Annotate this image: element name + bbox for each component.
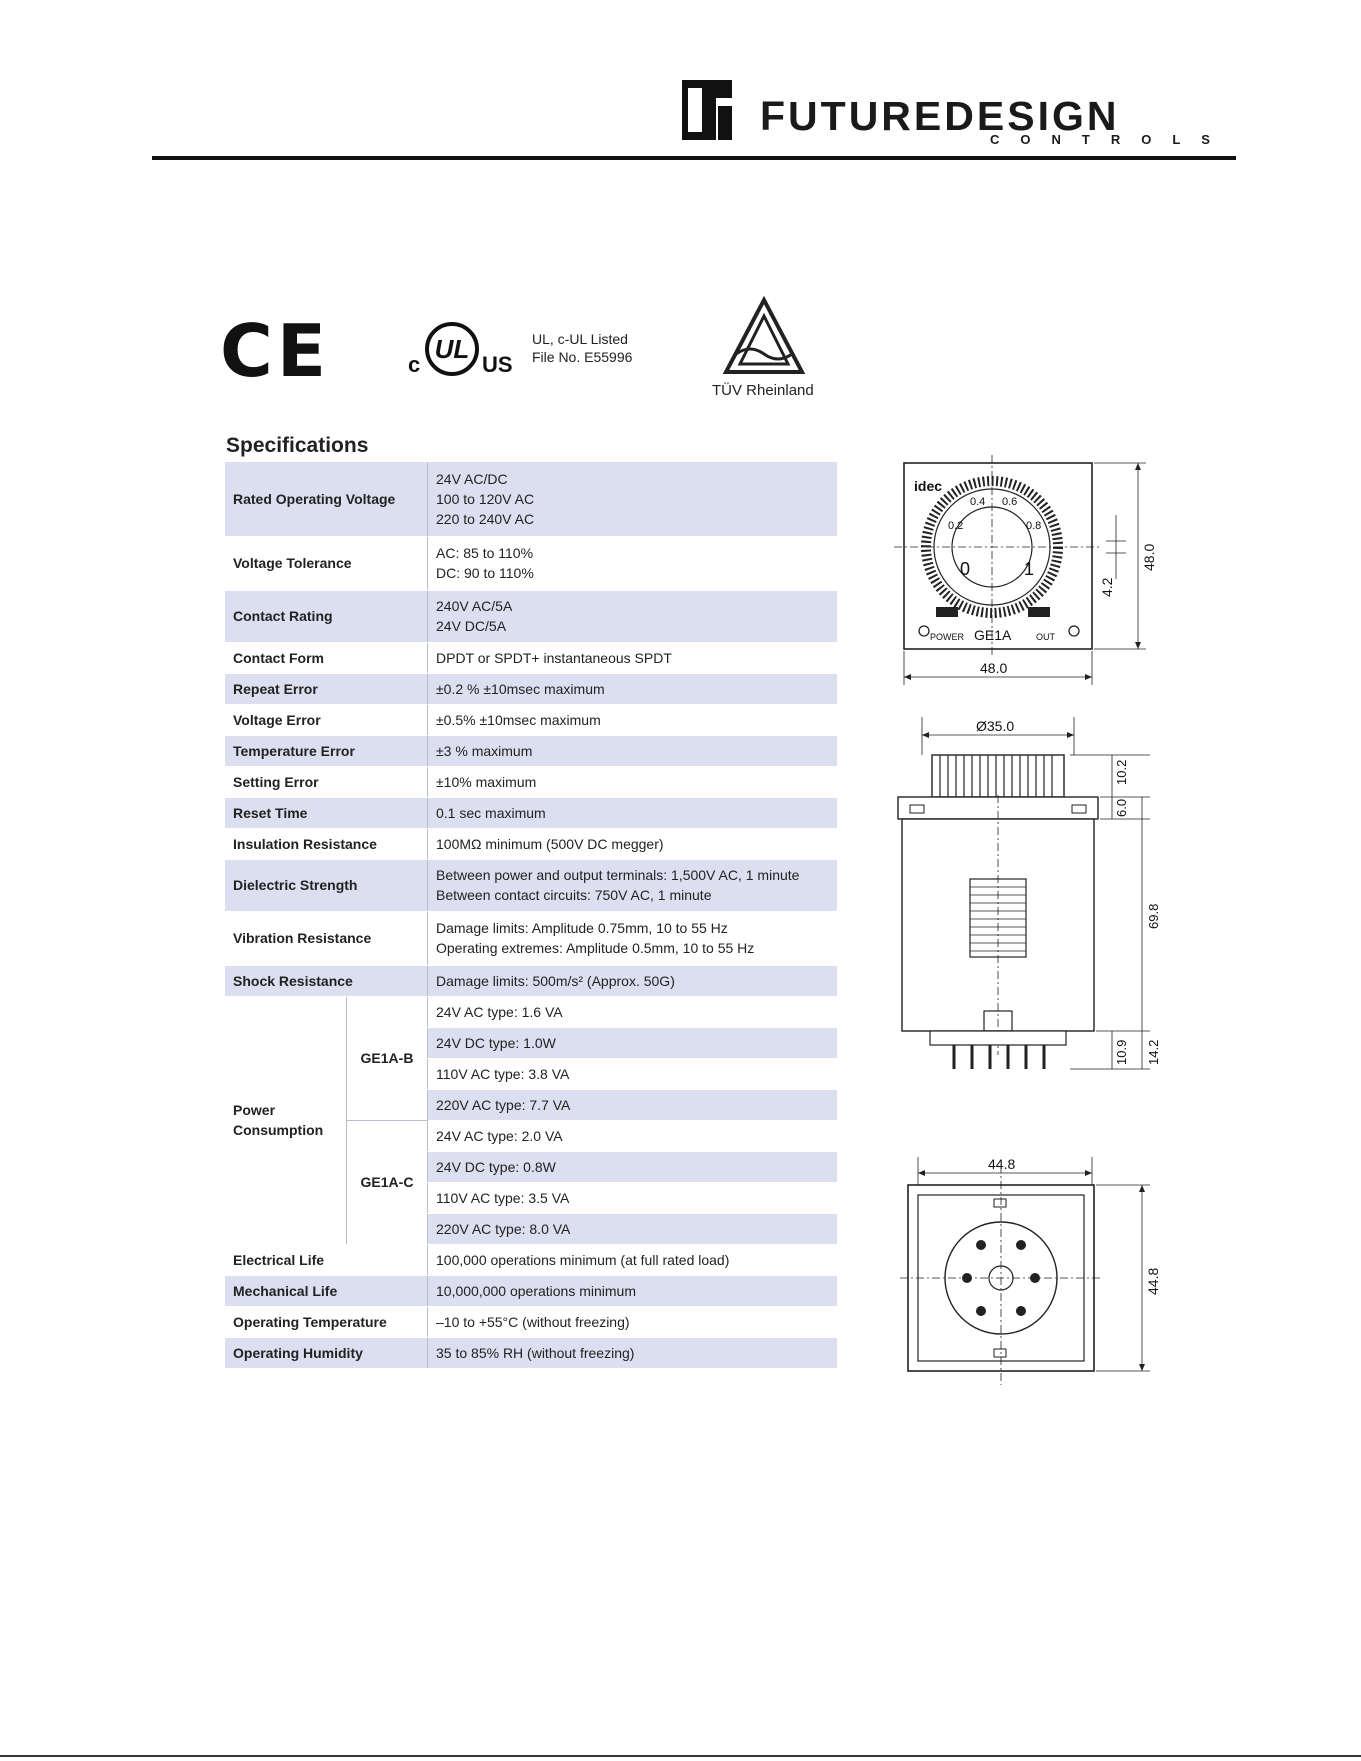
spec-label: Mechanical Life bbox=[225, 1275, 428, 1306]
spec-value: 110V AC type: 3.5 VA bbox=[428, 1182, 838, 1213]
table-row bbox=[225, 590, 837, 642]
dial-tick-label: 1 bbox=[1024, 559, 1035, 579]
dimension-drawings bbox=[880, 455, 1180, 1455]
spec-value: Damage limits: 500m/s² (Approx. 50G) bbox=[428, 965, 838, 996]
spec-label: Dielectric Strength bbox=[225, 859, 428, 911]
tuv-rheinland-text: TÜV Rheinland bbox=[712, 382, 814, 399]
tuv-triangle-icon bbox=[722, 296, 806, 380]
spec-label: Electrical Life bbox=[225, 1244, 428, 1275]
dial-tick-label: 0.2 bbox=[948, 520, 964, 532]
spec-value: 35 to 85% RH (without freezing) bbox=[428, 1337, 838, 1368]
dial-tick-label: 0.6 bbox=[1002, 496, 1018, 508]
ul-ul-text: UL bbox=[434, 334, 470, 364]
table-row bbox=[225, 797, 837, 828]
table-row bbox=[225, 704, 837, 735]
table-row bbox=[225, 911, 837, 965]
spec-label: Repeat Error bbox=[225, 673, 428, 704]
table-row bbox=[225, 1244, 837, 1275]
spec-value: 100,000 operations minimum (at full rated load) bbox=[428, 1244, 838, 1275]
brand-subtitle: CONTROLS bbox=[990, 132, 1231, 147]
side-dim-label: 14.2 bbox=[1146, 1039, 1161, 1065]
spec-value-line: AC: 85 to 110% bbox=[436, 545, 534, 561]
spec-value: DPDT or SPDT+ instantaneous SPDT bbox=[428, 642, 838, 673]
table-row bbox=[225, 536, 837, 590]
power-consumption-label bbox=[225, 996, 347, 1244]
ul-listing-line: UL, c-UL Listed bbox=[532, 331, 628, 347]
ul-file-number: File No. E55996 bbox=[532, 349, 633, 365]
spec-value: ±0.2 % ±10msec maximum bbox=[428, 673, 838, 704]
table-row bbox=[225, 1306, 837, 1337]
dial-tick-label: 0.4 bbox=[970, 496, 986, 508]
spec-value bbox=[428, 859, 838, 911]
spec-value: 110V AC type: 3.8 VA bbox=[428, 1058, 838, 1089]
side-view-drawing bbox=[898, 717, 1161, 1069]
front-brand-text: idec bbox=[914, 478, 943, 494]
dial-tick-label: 0 bbox=[960, 559, 971, 579]
table-row bbox=[225, 996, 837, 1027]
spec-label: Reset Time bbox=[225, 797, 428, 828]
side-dim-label: 10.2 bbox=[1114, 759, 1129, 785]
spec-value-line: 24V AC/DC bbox=[436, 470, 508, 487]
spec-value: 0.1 sec maximum bbox=[428, 797, 838, 828]
spec-value: 220V AC type: 7.7 VA bbox=[428, 1089, 838, 1120]
futuredesign-logo-icon bbox=[678, 76, 736, 144]
footer-rule bbox=[0, 1755, 1361, 1757]
power-label-line: Consumption bbox=[233, 1122, 324, 1138]
dial-tick-label: 0.8 bbox=[1026, 520, 1042, 532]
ce-mark-icon bbox=[220, 309, 331, 393]
spec-label: Contact Rating bbox=[225, 590, 428, 642]
table-row bbox=[225, 965, 837, 996]
spec-label: Voltage Error bbox=[225, 704, 428, 735]
table-row bbox=[225, 859, 837, 911]
side-dim-label: 10.9 bbox=[1114, 1039, 1129, 1065]
front-width-dim: 48.0 bbox=[980, 660, 1008, 676]
side-diameter-dim: Ø35.0 bbox=[976, 718, 1015, 734]
spec-value-line: DC: 90 to 110% bbox=[436, 565, 534, 581]
spec-value: ±3 % maximum bbox=[428, 735, 838, 766]
spec-value bbox=[428, 462, 838, 536]
spec-value-line: Operating extremes: Amplitude 0.5mm, 10 to 55 Hz bbox=[436, 940, 755, 956]
table-row bbox=[225, 735, 837, 766]
spec-value-line: 24V DC/5A bbox=[436, 618, 507, 634]
side-dim-label: 69.8 bbox=[1146, 903, 1161, 929]
specifications-title: Specifications bbox=[226, 434, 369, 457]
table-row bbox=[225, 1337, 837, 1368]
front-height-dim: 48.0 bbox=[1141, 543, 1157, 571]
power-label-line: Power bbox=[233, 1102, 276, 1118]
spec-label: Contact Form bbox=[225, 642, 428, 673]
out-led-label: OUT bbox=[1036, 632, 1055, 642]
spec-value bbox=[428, 911, 838, 965]
brand-name: FUTUREDESIGN bbox=[760, 93, 1120, 139]
spec-value bbox=[428, 590, 838, 642]
spec-value bbox=[428, 536, 838, 590]
power-led-label: POWER bbox=[930, 632, 965, 642]
table-row bbox=[225, 673, 837, 704]
front-offset-dim: 4.2 bbox=[1099, 577, 1115, 597]
ul-us-text: US bbox=[482, 352, 513, 377]
base-height-dim: 44.8 bbox=[1145, 1267, 1161, 1295]
table-row bbox=[225, 828, 837, 859]
spec-value: 24V DC type: 0.8W bbox=[428, 1151, 838, 1182]
model-label-ge1a-c: GE1A-C bbox=[347, 1120, 428, 1244]
table-row bbox=[225, 1275, 837, 1306]
ce-mark-text: CE bbox=[220, 309, 331, 393]
spec-value-line: Between contact circuits: 750V AC, 1 minute bbox=[436, 887, 712, 903]
spec-label: Setting Error bbox=[225, 766, 428, 797]
front-view-drawing bbox=[894, 455, 1157, 685]
spec-label: Operating Temperature bbox=[225, 1306, 428, 1337]
spec-value: ±0.5% ±10msec maximum bbox=[428, 704, 838, 735]
spec-label: Operating Humidity bbox=[225, 1337, 428, 1368]
spec-value: ±10% maximum bbox=[428, 766, 838, 797]
header-rule bbox=[152, 156, 1236, 160]
spec-value: 24V AC type: 2.0 VA bbox=[428, 1120, 838, 1151]
spec-value: 24V AC type: 1.6 VA bbox=[428, 996, 838, 1027]
base-view-drawing bbox=[900, 1156, 1161, 1385]
specifications-table bbox=[225, 462, 837, 1369]
spec-label: Shock Resistance bbox=[225, 965, 428, 996]
table-row bbox=[225, 766, 837, 797]
spec-value: –10 to +55°C (without freezing) bbox=[428, 1306, 838, 1337]
spec-value-line: Between power and output terminals: 1,500V AC, 1 minute bbox=[436, 867, 800, 883]
spec-value: 10,000,000 operations minimum bbox=[428, 1275, 838, 1306]
spec-label: Insulation Resistance bbox=[225, 828, 428, 859]
spec-label: Voltage Tolerance bbox=[225, 536, 428, 590]
table-row bbox=[225, 642, 837, 673]
table-row bbox=[225, 462, 837, 536]
ul-listing-text bbox=[532, 330, 632, 366]
spec-value-line: 220 to 240V AC bbox=[436, 510, 535, 527]
spec-value-line: Damage limits: Amplitude 0.75mm, 10 to 55 Hz bbox=[436, 920, 728, 936]
ul-c-text: c bbox=[408, 352, 421, 377]
spec-value-line: 100 to 120V AC bbox=[436, 490, 535, 507]
spec-label: Temperature Error bbox=[225, 735, 428, 766]
model-label-ge1a-b: GE1A-B bbox=[347, 996, 428, 1120]
spec-value: 220V AC type: 8.0 VA bbox=[428, 1213, 838, 1244]
spec-label: Rated Operating Voltage bbox=[225, 462, 428, 536]
front-model-label: GE1A bbox=[974, 627, 1012, 643]
ul-listed-icon bbox=[406, 314, 522, 384]
spec-value: 24V DC type: 1.0W bbox=[428, 1027, 838, 1058]
spec-value-line: 240V AC/5A bbox=[436, 598, 513, 614]
side-dim-label: 6.0 bbox=[1114, 798, 1129, 817]
spec-label: Vibration Resistance bbox=[225, 911, 428, 965]
spec-value: 100MΩ minimum (500V DC megger) bbox=[428, 828, 838, 859]
base-width-dim: 44.8 bbox=[988, 1156, 1016, 1172]
